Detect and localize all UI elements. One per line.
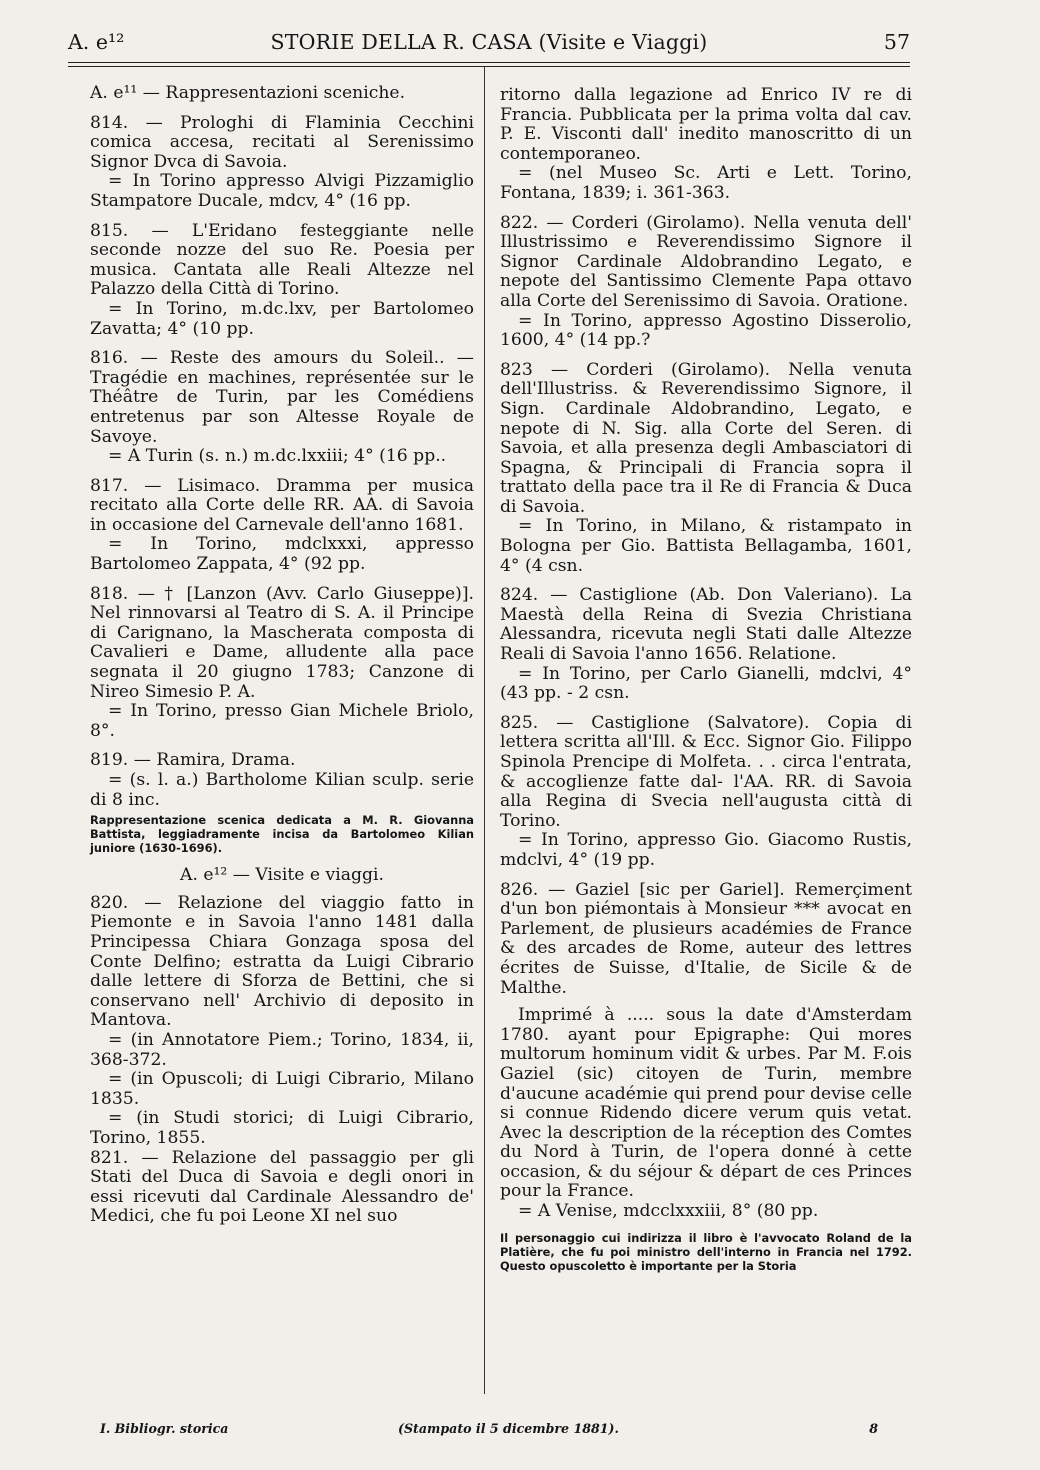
header-title: STORIE DELLA R. CASA (Visite e Viaggi) <box>270 30 708 54</box>
entry-continuation: ritorno dalla legazione ad Enrico IV re di Francia. Pubblicata per la prima volta dal cav. P. E. Visconti dall' inedito manoscritto di un contemporaneo. <box>500 85 912 164</box>
section-heading: A. e¹¹ — Rappresentazioni sceniche. <box>90 83 406 103</box>
publication-info: = A Venise, mdcclxxxiii, 8° (80 pp. <box>518 1201 819 1222</box>
publication-info: = In Torino appresso Alvigi Pizzamiglio Stampatore Ducale, mdcv, 4° (16 pp. <box>90 171 474 211</box>
header-rule-top <box>68 62 910 63</box>
footer-sheet-number: 8 <box>869 1421 878 1436</box>
bibliography-entry: 819. — Ramira, Drama. <box>90 750 296 771</box>
bibliography-entry: 826. — Gaziel [sic per Gariel]. Remerçiment d'un bon piémontais à Monsieur *** avocat en Parlement, de plusieurs académies de France & des arcades de Rome, auteur des lettres écrites de Suisse, d'Italie, de Sicile & de Malthe. <box>500 879 912 998</box>
footer-print-date: (Stampato il 5 dicembre 1881). <box>398 1421 619 1436</box>
publication-info: = In Torino, mdclxxxi, appresso Bartolomeo Zappata, 4° (92 pp. <box>90 534 474 575</box>
column-divider <box>484 67 485 1394</box>
left-column <box>90 84 474 1227</box>
bibliography-entry: 816. — Reste des amours du Soleil.. — Tragédie en machines, représentée sur le Théâtre de Turin, par les Comédiens entretenus par son Altesse Royale de Savoye. <box>90 348 474 447</box>
publication-info: = In Torino, presso Gian Michele Briolo, 8°. <box>90 701 474 741</box>
bibliography-entry: 814. — Prologhi di Flaminia Cecchini comica accesa, recitati al Serenissimo Signor Dvca di Savoia. <box>90 112 474 172</box>
bibliography-entry: 821. — Relazione del passaggio per gli Stati del Duca di Savoia e degli onori in essi ricevuti dal Cardinale Alessandro de' Medici, che fu poi Leone XI nel suo <box>90 1147 474 1227</box>
publication-info: Imprimé à ..... sous la date d'Amsterdam 1780. ayant pour Epigraphe: Qui mores multorum hominum vidit & urbes. Par M. F.ois Gaziel (sic) citoyen de Turin, membre d'aucune académie qui prend pour devise celle si connue Ridendo dicere verum quis vetat. Avec la description de la réception des Comtes du Nord à Turin, de l'opera donné à cette occasion, & du séjour & départ de ces Princes pour la France. <box>500 1005 912 1202</box>
bibliography-entry: 825. — Castiglione (Salvatore). Copia di lettera scritta all'Ill. & Ecc. Signor Gio. Filippo Spinola Prencipe di Molfeta. . . circa l'entrata, & accoglienze fatte dal- l'AA. RR. di Savoia alla Regina di Svecia nell'augusta città di Torino. <box>500 712 912 831</box>
publication-info: = (in Studi storici; di Luigi Cibrario, Torino, 1855. <box>90 1108 474 1148</box>
bibliography-entry: 818. — † [Lanzon (Avv. Carlo Giuseppe)]. Nel rinnovarsi al Teatro di S. A. il Principe di Carignano, la Mascherata composta di Cavalieri e Dame, alludente alla pace segnata il 20 giugno 1783; Canzone di Nireo Simesio P. A. <box>90 583 474 702</box>
publication-info: = (in Opuscoli; di Luigi Cibrario, Milano 1835. <box>90 1069 474 1109</box>
bibliography-entry: 820. — Relazione del viaggio fatto in Piemonte e in Savoia l'anno 1481 dalla Principessa Chiara Gonzaga sposa del Conte Delfino; estratta da Luigi Cibrario dalle lettere di Sforza de Bettini, che si conservano nell' Archivio di deposito in Mantova. <box>90 892 474 1031</box>
footer-signature: I. Bibliogr. storica <box>100 1421 229 1436</box>
publication-info: = (s. l. a.) Bartholome Kilian sculp. serie di 8 inc. <box>90 770 474 810</box>
publication-info: = In Torino, m.dc.lxv, per Bartolomeo Zavatta; 4° (10 pp. <box>90 298 474 339</box>
page-number: 57 <box>883 30 910 54</box>
publication-info: = (nel Museo Sc. Arti e Lett. Torino, Fontana, 1839; i. 361-363. <box>500 163 912 203</box>
bibliography-entry: 822. — Corderi (Girolamo). Nella venuta dell' Illustrissimo e Reverendissimo Signore il Signor Cardinale Aldobrandino Legato, e nepote del Santissimo Clemente Papa ottavo alla Corte del Serenissimo di Savoia. Oratione. <box>500 212 912 311</box>
header-rule-bottom <box>68 66 910 67</box>
publication-info: = In Torino, per Carlo Gianelli, mdclvi, 4° (43 pp. - 2 csn. <box>500 663 912 704</box>
publication-info: = In Torino, appresso Agostino Disserolio, 1600, 4° (14 pp.? <box>500 310 912 351</box>
bibliography-entry: 817. — Lisimaco. Dramma per musica recitato alla Corte delle RR. AA. di Savoia in occasione del Carnevale dell'anno 1681. <box>90 475 474 535</box>
publication-info: = In Torino, appresso Gio. Giacomo Rustis, mdclvi, 4° (19 pp. <box>500 830 912 870</box>
bibliographic-note: Il personaggio cui indirizza il libro è l'avvocato Roland de la Platière, che fu poi ministro dell'interno in Francia nel 1792. Questo opuscoletto è importante per la Storia <box>500 1230 912 1273</box>
bibliographic-note: Rappresentazione scenica dedicata a M. R. Giovanna Battista, leggiadramente incisa da Bartolomeo Kilian juniore (1630-1696). <box>90 813 474 856</box>
publication-info: = (in Annotatore Piem.; Torino, 1834, ii, 368-372. <box>90 1029 474 1070</box>
publication-info: = In Torino, in Milano, & ristampato in Bologna per Gio. Battista Bellagamba, 1601, 4° (4 csn. <box>500 516 912 576</box>
header-section-mark: A. e¹² <box>68 30 125 54</box>
bibliography-entry: 815. — L'Eridano festeggiante nelle seconde nozze del suo Re. Poesia per musica. Cantata alle Reali Altezze nel Palazzo della Città di Torino. <box>90 220 474 300</box>
bibliography-entry: 824. — Castiglione (Ab. Don Valeriano). La Maestà della Reina di Svezia Christiana Alessandra, ricevuta negli Stati dalle Altezze Reali di Savoia l'anno 1656. Relatione. <box>500 585 912 665</box>
running-header <box>68 30 910 60</box>
bibliography-entry: 823 — Corderi (Girolamo). Nella venuta dell'Illustriss. & Reverendissimo Signore, il Sign. Cardinale Aldobrandino, Legato, e nepote di N. Sig. alla Corte del Seren. di Savoia, et alla presenza degli Ambasciatori di Spagna, & Principali di Francia sopra il trattato della pace tra il Re di Francia & Duca di Savoia. <box>500 359 912 517</box>
publication-info: = A Turin (s. n.) m.dc.lxxiii; 4° (16 pp.. <box>108 446 447 467</box>
section-heading: A. e¹² — Visite e viaggi. <box>180 865 384 886</box>
right-column <box>500 86 912 1273</box>
